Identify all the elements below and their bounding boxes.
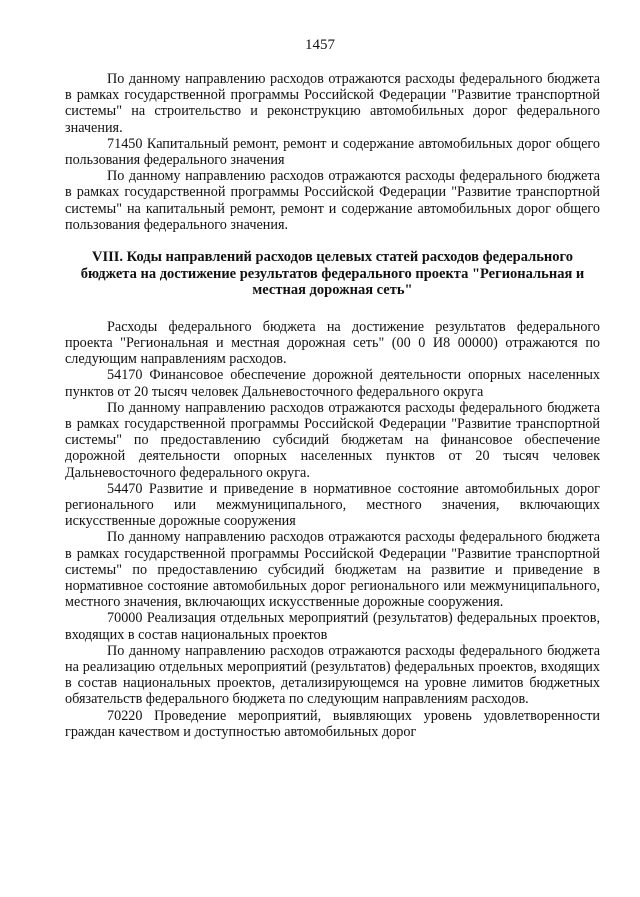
paragraph: По данному направлению расходов отражаются расходы федерального бюджета в рамках государственной программы Российской Федерации "Развитие транспортной системы" на строительство и реконструкцию автомобильных дорог федерального значения. <box>65 71 600 136</box>
section-heading: VIII. Коды направлений расходов целевых статей расходов федерального бюджета на достижение результатов федерального проекта "Региональная и местная дорожная сеть" <box>80 249 585 299</box>
paragraph: 70220 Проведение мероприятий, выявляющих уровень удовлетворенности граждан качеством и доступностью автомобильных дорог <box>65 707 600 740</box>
paragraph: 71450 Капитальный ремонт, ремонт и содержание автомобильных дорог общего пользования федерального значения <box>65 135 600 169</box>
paragraph: По данному направлению расходов отражаются расходы федерального бюджета на реализацию отдельных мероприятий (результатов) федеральных проектов, входящих в состав национальных проектов, детализирующемся на уровне лимитов бюджетных обязательств федерального бюджета по следующим направлениям расходов. <box>65 642 600 708</box>
paragraph: 70000 Реализация отдельных мероприятий (результатов) федеральных проектов, входящих в состав национальных проектов <box>65 610 600 643</box>
paragraph: По данному направлению расходов отражаются расходы федерального бюджета в рамках государственной программы Российской Федерации "Развитие транспортной системы" по предоставлению субсидий бюджетам на финансовое обеспечение дорожной деятельности опорных населенных пунктов от 20 тысяч человек Дальневосточного федерального округа. <box>65 399 600 481</box>
paragraph: По данному направлению расходов отражаются расходы федерального бюджета в рамках государственной программы Российской Федерации "Развитие транспортной системы" по предоставлению субсидий бюджетам на развитие и приведение в нормативное состояние автомобильных дорог регионального или межмуниципального, местного значения, включающих искусственные дорожные сооружения. <box>65 529 600 611</box>
paragraph: 54170 Финансовое обеспечение дорожной деятельности опорных населенных пунктов от 20 тысяч человек Дальневосточного федерального округа <box>65 367 600 400</box>
paragraph: 54470 Развитие и приведение в нормативное состояние автомобильных дорог регионального или межмуниципального, местного значения, включающих искусственные дорожные сооружения <box>65 480 600 530</box>
paragraph: По данному направлению расходов отражаются расходы федерального бюджета в рамках государственной программы Российской Федерации "Развитие транспортной системы" на капитальный ремонт, ремонт и содержание автомобильных дорог общего пользования федерального значения. <box>65 168 600 233</box>
paragraph: Расходы федерального бюджета на достижение результатов федерального проекта "Региональная и местная дорожная сеть" (00 0 И8 00000) отражаются по следующим направлениям расходов. <box>65 318 600 368</box>
document-body <box>65 71 600 740</box>
page-number: 1457 <box>305 37 335 53</box>
